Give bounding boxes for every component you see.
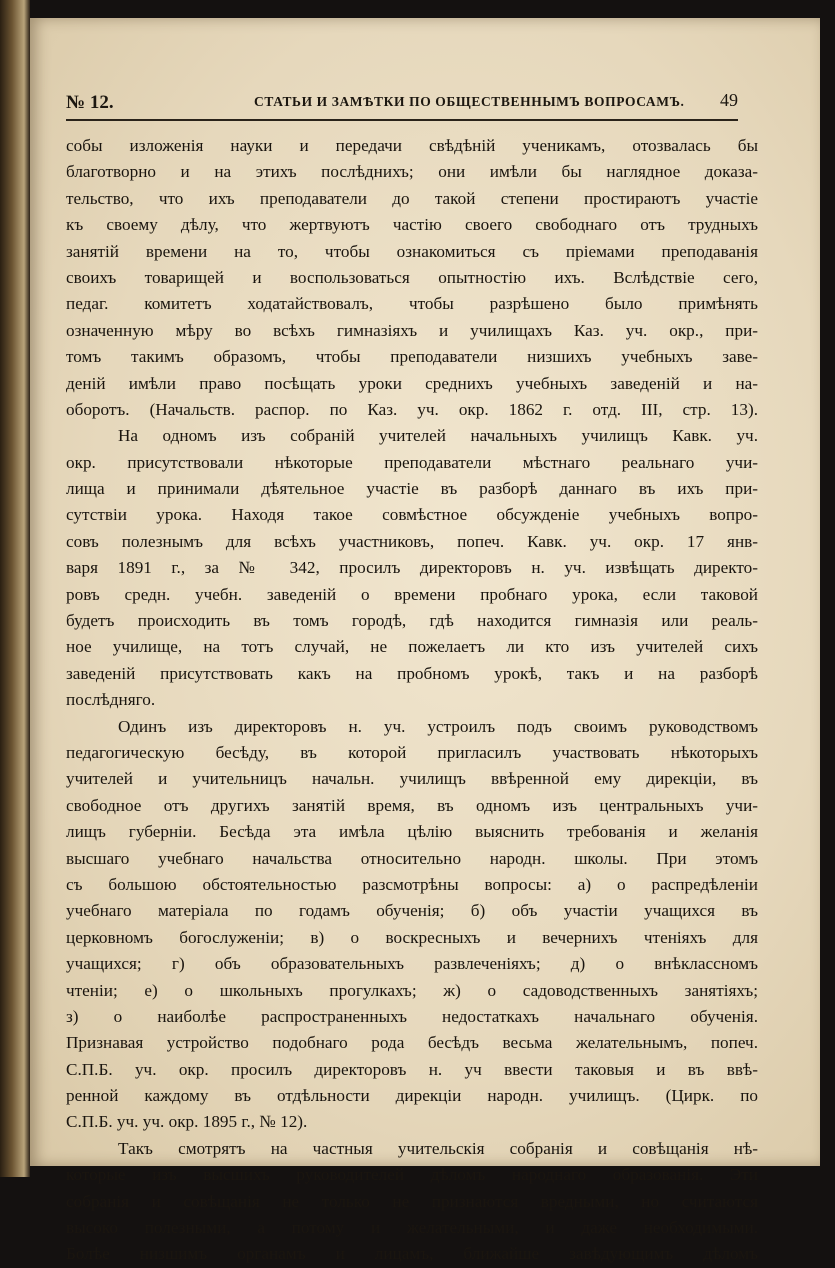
text-line: къ своему дѣлу, что жертвуютъ частію своего свободнаго отъ трудныхъ [66,215,758,235]
text-line: благотворно и на этихъ послѣднихъ; они имѣли бы наглядное доказа- [66,162,758,182]
text-line: церковномъ богослуженіи; в) о воскресныхъ и вечернихъ чтеніяхъ для [66,927,758,947]
text-line: лища и принимали дѣятельное участіе въ разборѣ даннаго въ ихъ при- [66,479,758,499]
text-line: учителей и учительницъ начальн. училищъ ввѣренной ему дирекціи, въ [66,769,758,789]
text-line: высшаго учебнаго начальства относительно народн. школы. При этомъ [66,848,758,868]
text-line: С.П.Б. уч. окр. просилъ директоровъ н. уч ввести таковыя и въ ввѣ- [66,1059,758,1079]
text-line: заведеній присутствовать какъ на пробномъ урокѣ, такъ и на разборѣ [66,663,758,683]
text-line: з) о наиболѣе распространенныхъ недостаткахъ начальнаго обученія. [66,1006,758,1026]
text-line: будетъ происходить въ томъ городѣ, гдѣ находится гимназія или реаль- [66,611,758,631]
text-line: учебнаго матеріала по годамъ обученія; б) объ участіи учащихся въ [66,901,758,921]
text-line: ровъ средн. учебн. заведеній о времени пробнаго урока, если таковой [66,584,758,604]
text-line: сутствіи урока. Находя такое совмѣстное обсужденіе учебныхъ вопро- [66,505,758,525]
text-line: совъ полезнымъ для всѣхъ участниковъ, попеч. Кавк. уч. окр. 17 янв- [66,531,758,551]
paragraph-last-line: С.П.Б. уч. уч. окр. 1895 г., № 12). [66,1112,308,1132]
text-line: собранія и совѣщанія не только не признаются вредными, но считаются [66,1191,758,1211]
paragraph-first-line: Одинъ изъ директоровъ н. уч. устроилъ подъ своимъ руководствомъ [118,716,758,736]
text-line: чтеніи; е) о школьныхъ прогулкахъ; ж) о садоводственныхъ занятіяхъ; [66,980,758,1000]
paragraph-first-line: На одномъ изъ собраній учителей начальныхъ училищъ Кавк. уч. [118,426,758,446]
text-line: Признавая устройство подобнаго рода бесѣдъ весьма желательнымъ, попеч. [66,1033,758,1053]
running-header [66,88,738,118]
text-line: оборотъ. (Начальств. распор. по Каз. уч. окр. 1862 г. отд. III, стр. 13). [66,399,758,419]
section-title: СТАТЬИ И ЗАМѢТКИ ПО ОБЩЕСТВЕННЫМЪ ВОПРОСАМЪ. [254,94,685,109]
text-line: педагогическую бесѣду, въ которой пригласилъ участвовать нѣкоторыхъ [66,742,758,762]
issue-number: № 12. [66,92,114,113]
text-line: свободное отъ другихъ занятій время, въ одномъ изъ центральныхъ учи- [66,795,758,815]
paragraph-last-line: послѣдняго. [66,690,156,710]
text-line: учащихся; г) объ образовательныхъ развлеченіяхъ; д) о внѣклассномъ [66,954,758,974]
text-line: томъ такимъ образомъ, чтобы преподаватели низшихъ учебныхъ заве- [66,347,758,367]
text-line: съ большою обстоятельностью разсмотрѣны вопросы: а) о распредѣленіи [66,874,758,894]
book-page [30,18,820,1264]
text-line: варя 1891 г., за № 342, просилъ директоровъ н. уч. извѣщать директо- [66,558,758,578]
text-line: собы изложенія науки и передачи свѣдѣній ученикамъ, отозвалась бы [66,136,758,155]
text-line: которые изъ высшихъ руководителей дѣломъ народнаго образованія. Эти [66,1165,758,1185]
text-line: высоко полезными, а потому и желательными, и даже необходимыми. [66,1218,758,1238]
text-line: своихъ товарищей и воспользоваться опытностію ихъ. Вслѣдствіе сего, [66,267,758,287]
text-line: тельство, что ихъ преподаватели до такой степени простираютъ участіе [66,188,758,208]
text-line: окр. присутствовали нѣкоторые преподаватели мѣстнаго реальнаго учи- [66,452,758,472]
text-line: педаг. комитетъ ходатайствовалъ, чтобы разрѣшено было примѣнять [66,294,758,314]
paragraph-first-line: Такъ смотрятъ на частныя учительскія собранія и совѣщанія нѣ- [118,1138,758,1158]
text-line: ренной каждому въ отдѣльности дирекціи народн. училищъ. (Цирк. по [66,1086,758,1106]
header-rule [66,119,738,121]
text-line: означенную мѣру во всѣхъ гимназіяхъ и училищахъ Каз. уч. окр., при- [66,320,758,340]
text-line: деній имѣли право посѣщать уроки среднихъ учебныхъ заведеній и на- [66,373,758,393]
page-body [66,133,758,1268]
text-line: лищъ губерніи. Бесѣда эта имѣла цѣлію выяснить требованія и желанія [66,822,758,842]
text-line: ное училище, на тотъ случай, не пожелаетъ ли кто изъ учителей сихъ [66,637,758,657]
text-line: занятій времени на то, чтобы ознакомиться съ пріемами преподаванія [66,241,758,261]
page-number: 49 [720,90,738,110]
book-binding-edge [0,0,30,1177]
text-line: Болѣе низшимъ органамъ и лицамъ, ближайше завѣдующимъ дѣломъ [66,1244,758,1264]
